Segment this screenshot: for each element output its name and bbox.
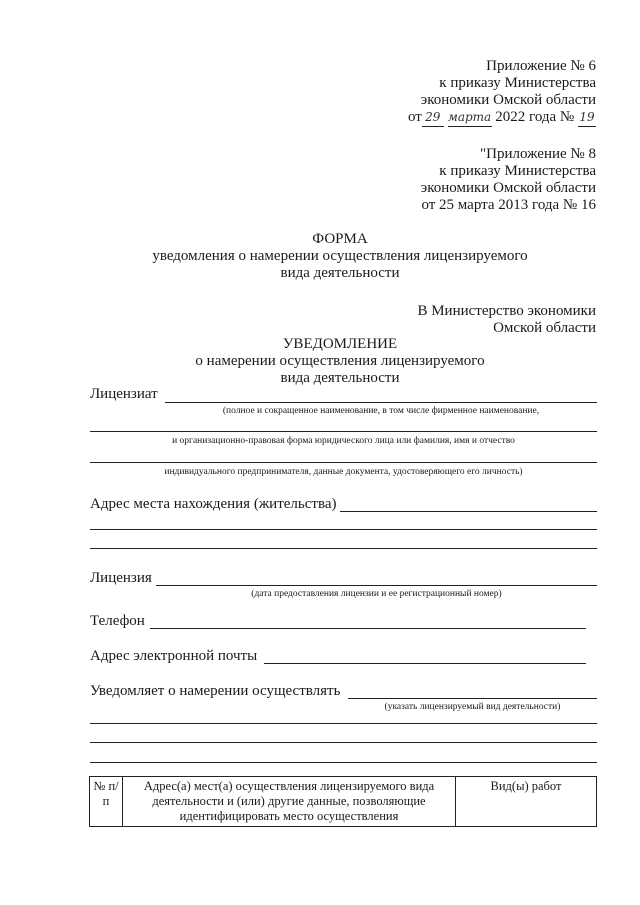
notice-title bbox=[90, 336, 590, 387]
addressee-line2: Омской области bbox=[493, 320, 596, 336]
appendix-number: Приложение № 6 bbox=[486, 58, 596, 74]
notify-hint: (указать лицензируемый вид деятельности) bbox=[384, 702, 561, 712]
notice-title-line1: о намерении осуществления лицензируемого bbox=[195, 353, 485, 369]
original-appendix-ministry: экономики Омской области bbox=[420, 180, 596, 196]
notice-title-word: УВЕДОМЛЕНИЕ bbox=[282, 336, 398, 352]
notice-title-line2: вида деятельности bbox=[280, 370, 400, 386]
licensee-hint-2: и организационно-правовая форма юридического лица или фамилия, имя и отчество bbox=[172, 436, 515, 446]
addressee bbox=[336, 303, 596, 337]
license-line[interactable] bbox=[156, 585, 597, 586]
original-appendix-order: к приказу Министерства bbox=[439, 163, 596, 179]
col-address-header: Адрес(а) мест(а) осуществления лицензируемого вида деятельности и (или) другие данные, позволяющие идентифицировать место осуществления bbox=[123, 777, 456, 827]
notify-line[interactable] bbox=[348, 698, 597, 699]
phone-line[interactable] bbox=[150, 628, 586, 629]
form-title bbox=[90, 231, 590, 282]
licensee-hint-1: (полное и сокращенное наименование, в том числе фирменное наименование, bbox=[222, 406, 540, 416]
original-appendix-date: от 25 марта 2013 года № 16 bbox=[421, 197, 596, 213]
phone-label: Телефон bbox=[90, 613, 145, 629]
works-table bbox=[89, 776, 597, 827]
licensee-line-2[interactable] bbox=[90, 431, 597, 432]
appendix-ministry: экономики Омской области bbox=[420, 92, 596, 108]
col-works-header: Вид(ы) работ bbox=[456, 777, 597, 827]
handwritten-day: 29 bbox=[422, 109, 444, 127]
appendix-order: к приказу Министерства bbox=[439, 75, 596, 91]
address-line-1[interactable] bbox=[340, 511, 597, 512]
form-title-word: ФОРМА bbox=[312, 231, 368, 247]
licensee-line[interactable] bbox=[165, 402, 597, 403]
address-line-3[interactable] bbox=[90, 548, 597, 549]
appendix-date-line bbox=[336, 109, 596, 127]
addressee-line1: В Министерство экономики bbox=[417, 303, 596, 319]
table-header-row bbox=[90, 777, 597, 827]
notify-line-3[interactable] bbox=[90, 742, 597, 743]
licensee-label: Лицензиат bbox=[90, 386, 158, 402]
date-prefix: от bbox=[407, 109, 422, 125]
address-line-2[interactable] bbox=[90, 529, 597, 530]
address-label: Адрес места нахождения (жительства) bbox=[90, 496, 337, 512]
notify-line-4[interactable] bbox=[90, 762, 597, 763]
notify-line-2[interactable] bbox=[90, 723, 597, 724]
license-hint: (дата предоставления лицензии и ее регистрационный номер) bbox=[251, 589, 502, 599]
licensee-hint-3: индивидуального предпринимателя, данные документа, удостоверяющего его личность) bbox=[164, 467, 523, 477]
email-line[interactable] bbox=[264, 663, 586, 664]
handwritten-number: 19 bbox=[578, 109, 596, 127]
appendix-header bbox=[336, 58, 596, 127]
licensee-line-3[interactable] bbox=[90, 462, 597, 463]
notify-label: Уведомляет о намерении осуществлять bbox=[90, 683, 341, 699]
handwritten-month: марта bbox=[448, 109, 492, 127]
email-label: Адрес электронной почты bbox=[90, 648, 258, 664]
original-appendix-number: "Приложение № 8 bbox=[480, 146, 596, 162]
col-number-header: № п/п bbox=[90, 777, 123, 827]
form-title-line1: уведомления о намерении осуществления лицензируемого bbox=[152, 248, 528, 264]
date-year-text: 2022 года № bbox=[495, 109, 575, 125]
license-label: Лицензия bbox=[90, 570, 152, 586]
original-appendix-header bbox=[336, 146, 596, 214]
form-title-line2: вида деятельности bbox=[280, 265, 400, 281]
